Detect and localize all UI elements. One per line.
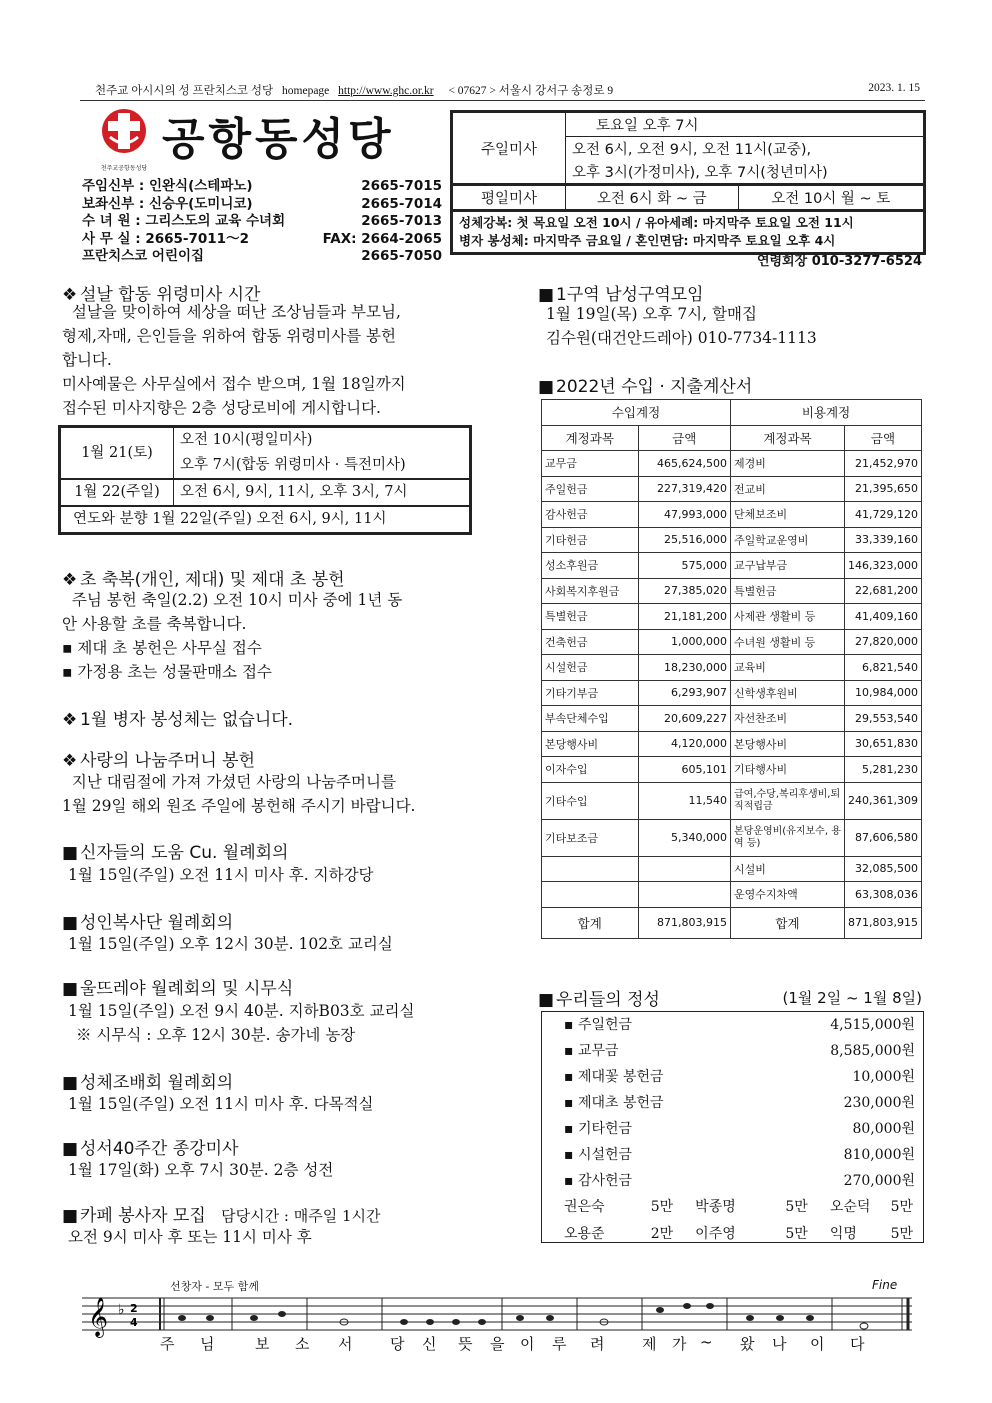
diamond-bullet-icon: ❖ <box>62 751 78 771</box>
income-item: 교무금 <box>542 451 639 477</box>
body-line: 미사예물은 사무실에서 접수 받으며, 1월 18일까지 <box>62 375 406 393</box>
expense-item: 단체보조비 <box>731 502 845 528</box>
section-heading <box>538 372 752 397</box>
body-line: 설날을 맞이하여 세상을 떠난 조상님들과 부모님, <box>62 303 401 321</box>
lyric-syllable: 서 <box>338 1335 353 1353</box>
lyric-syllable: ~ <box>700 1333 713 1351</box>
expense-amount: 22,681,200 <box>845 578 922 604</box>
section-body <box>62 588 472 684</box>
sunday-mass-label: 주일미사 <box>453 113 566 184</box>
total-label: 합계 <box>731 907 845 938</box>
section-body <box>68 932 393 956</box>
sacrament-note: 성체강복: 첫 목요일 오전 10시 / 유아세례: 마지막주 토요일 오전 11시 <box>459 215 854 230</box>
body-line: 1월 15일(주일) 오전 11시 미사 후. 지하강당 <box>68 866 374 884</box>
expense-item: 교육비 <box>731 655 845 681</box>
offering-row <box>542 1168 923 1194</box>
donor-amount: 5만 <box>785 1199 808 1215</box>
income-amount: 18,230,000 <box>638 655 731 681</box>
expense-item: 신학생후원비 <box>731 680 845 706</box>
section-heading <box>62 908 233 933</box>
income-item: 기타기부금 <box>542 680 639 706</box>
donor-amount: 5만 <box>650 1199 674 1215</box>
expense-item: 전교비 <box>731 476 845 502</box>
income-item: 부속단체수입 <box>542 706 639 732</box>
offering-amount: 810,000원 <box>843 1147 915 1163</box>
square-bullet-icon: ■ <box>538 990 555 1010</box>
expense-header: 비용계정 <box>731 400 922 426</box>
fin-row <box>542 819 922 856</box>
fin-row <box>542 757 922 783</box>
offering-amount: 80,000원 <box>852 1121 915 1137</box>
body-line: 안 사용할 초를 축복합니다. <box>62 615 247 633</box>
fin-row <box>542 604 922 630</box>
offering-row <box>542 1038 923 1064</box>
sched-time: 오전 6시, 9시, 11시, 오후 3시, 7시 <box>174 479 470 506</box>
memorial-mass-schedule <box>58 425 472 535</box>
staff-role: 보좌신부 : 신승우(도미니코) <box>82 195 253 212</box>
parish-logo <box>98 107 150 172</box>
music-fine-mark: Fine <box>872 1278 898 1292</box>
section-title: 2022년 수입 · 지출계산서 <box>556 377 753 397</box>
expense-amount: 10,984,000 <box>845 680 922 706</box>
income-amount: 6,293,907 <box>638 680 731 706</box>
page-title: 공항동성당 <box>162 114 395 165</box>
income-item: 본당행사비 <box>542 731 639 757</box>
svg-text:2: 2 <box>130 1302 138 1315</box>
expense-amount: 29,553,540 <box>845 706 922 732</box>
offering-label: ▪ 주일헌금 <box>564 1017 633 1033</box>
staff-role: 수 녀 원 : 그리스도의 교육 수녀회 <box>82 213 286 229</box>
body-line: 지난 대림절에 가져 가셨던 사랑의 나눔주머니를 <box>62 773 396 791</box>
income-item: 사회복지후원금 <box>542 578 639 604</box>
header-divider <box>80 100 925 101</box>
expense-amount: 33,339,160 <box>845 527 922 553</box>
section-body <box>68 1225 312 1249</box>
fin-row <box>542 527 922 553</box>
staff-list <box>82 178 442 266</box>
expense-item: 본당운영비(유지보수, 용역 등) <box>731 819 845 856</box>
section-title: 신자들의 도움 Cu. 월례회의 <box>80 843 289 863</box>
offering-amount: 8,585,000원 <box>830 1043 915 1059</box>
fin-row <box>542 629 922 655</box>
body-line: 1월 19일(목) 오후 7시, 할매집 <box>546 305 757 323</box>
expense-amount: 41,729,120 <box>845 502 922 528</box>
staff-role: 프란치스코 어린이집 <box>82 248 205 264</box>
section-title: 성체조배회 월례회의 <box>80 1073 234 1093</box>
section-title: 설날 합동 위령미사 시간 <box>80 285 261 305</box>
expense-amount: 41,409,160 <box>845 604 922 630</box>
col-item-header: 계정과목 <box>542 425 639 451</box>
donor-amount: 5만 <box>890 1226 913 1242</box>
expense-amount: 146,323,000 <box>845 553 922 579</box>
offering-label: ▪ 감사헌금 <box>564 1173 633 1189</box>
section-title: 성인복사단 월례회의 <box>80 913 234 933</box>
col-amount-header: 금액 <box>845 425 922 451</box>
offering-row <box>542 1012 923 1038</box>
offering-label: ▪ 제대초 봉헌금 <box>564 1095 664 1111</box>
body-line: 오전 9시 미사 후 또는 11시 미사 후 <box>68 1228 312 1246</box>
expense-amount: 240,361,309 <box>845 782 922 819</box>
section-title: 성서40주간 종강미사 <box>80 1139 239 1159</box>
body-line: ▪ 가정용 초는 성물판매소 접수 <box>62 663 272 681</box>
body-line: 1월 15일(주일) 오후 12시 30분. 102호 교리실 <box>68 935 393 953</box>
body-line: 1월 15일(주일) 오전 11시 미사 후. 다목적실 <box>68 1095 374 1113</box>
offering-label: ▪ 시설헌금 <box>564 1147 633 1163</box>
donor-name: 오순덕 <box>829 1199 871 1215</box>
square-bullet-icon: ■ <box>62 843 79 863</box>
expense-amount: 32,085,500 <box>845 856 922 882</box>
income-item: 특별헌금 <box>542 604 639 630</box>
body-line: 1월 15일(주일) 오전 9시 40분. 지하B03호 교리실 <box>68 1002 415 1020</box>
logo-caption: 천주교공항동성당 <box>100 165 148 172</box>
financial-statement-table <box>541 399 922 939</box>
staff-row <box>82 231 442 249</box>
income-item: 이자수입 <box>542 757 639 783</box>
donor-name: 익명 <box>829 1226 857 1242</box>
section-body <box>62 770 472 818</box>
lyric-syllable: 나 <box>772 1335 787 1353</box>
fin-row <box>542 680 922 706</box>
square-bullet-icon: ■ <box>62 1139 79 1159</box>
offering-amount: 10,000원 <box>852 1069 915 1085</box>
expense-item: 자선찬조비 <box>731 706 845 732</box>
fin-row <box>542 476 922 502</box>
sunday-mass-line: 토요일 오후 7시 <box>566 113 924 137</box>
income-item <box>542 856 639 882</box>
expense-amount: 87,606,580 <box>845 819 922 856</box>
offering-amount: 270,000원 <box>843 1173 915 1189</box>
square-bullet-icon: ■ <box>538 377 555 397</box>
income-amount <box>638 882 731 908</box>
weekday-mass-b: 오전 10시 월 ~ 토 <box>738 185 923 210</box>
fin-row <box>542 782 922 819</box>
section-title: 우리들의 정성 <box>556 990 660 1010</box>
fin-row <box>542 882 922 908</box>
expense-amount: 21,395,650 <box>845 476 922 502</box>
fin-row <box>542 451 922 477</box>
donor-row <box>542 1221 923 1248</box>
diamond-bullet-icon: ❖ <box>62 570 78 590</box>
income-amount: 21,181,200 <box>638 604 731 630</box>
lyric-syllable: 당 <box>390 1335 405 1353</box>
sacrament-notes <box>453 211 924 253</box>
sunday-mass-line: 오후 3시(가정미사), 오후 7시(청년미사) <box>566 160 924 184</box>
section-heading <box>62 974 293 999</box>
sched-ancestral-rite: 연도와 분향 1월 22일(주일) 오전 6시, 9시, 11시 <box>61 506 470 533</box>
income-amount: 25,516,000 <box>638 527 731 553</box>
staff-role: 사 무 실 : 2665-7011～2 <box>82 230 249 247</box>
body-line: 주님 봉헌 축일(2.2) 오전 10시 미사 중에 1년 동 <box>62 591 403 609</box>
expense-item: 급여,수당,복리후생비,퇴직적립금 <box>731 782 845 819</box>
mass-times-box <box>450 110 926 255</box>
lyric-syllable: 왔 <box>740 1335 755 1353</box>
square-bullet-icon: ■ <box>62 913 79 933</box>
body-line: ▪ 제대 초 봉헌은 사무실 접수 <box>62 639 262 657</box>
lyric-syllable: 다 <box>850 1335 865 1353</box>
lyric-syllable: 이 <box>810 1335 825 1353</box>
income-item: 기타보조금 <box>542 819 639 856</box>
total-expense: 871,803,915 <box>845 907 922 938</box>
expense-item: 시설비 <box>731 856 845 882</box>
sunday-mass-line: 오전 6시, 오전 9시, 오전 11시(교중), <box>566 137 924 161</box>
square-bullet-icon: ■ <box>62 1073 79 1093</box>
staff-phone: 2665-7050 <box>361 248 442 264</box>
staff-phone: 2665-7015 <box>361 178 442 194</box>
donor-amount: 5만 <box>785 1226 808 1242</box>
bulletin-date: 2023. 1. 15 <box>868 82 920 94</box>
expense-amount: 27,820,000 <box>845 629 922 655</box>
income-amount: 20,609,227 <box>638 706 731 732</box>
section-title: 사랑의 나눔주머니 봉헌 <box>80 751 256 771</box>
fin-row <box>542 856 922 882</box>
fin-row <box>542 578 922 604</box>
section-heading <box>62 565 345 590</box>
lyric-syllable: 보 <box>255 1335 270 1353</box>
sched-date: 1월 22(주일) <box>61 479 174 506</box>
offering-row <box>542 1090 923 1116</box>
section-body <box>546 302 817 350</box>
section-title: 1월 병자 봉성체는 없습니다. <box>80 710 294 730</box>
body-line: 형제,자매, 은인들을 위하여 합동 위령미사를 봉헌 <box>62 327 396 345</box>
income-amount: 27,385,020 <box>638 578 731 604</box>
expense-item: 제경비 <box>731 451 845 477</box>
offering-row <box>542 1142 923 1168</box>
staff-row <box>82 178 442 196</box>
square-bullet-icon: ■ <box>62 1206 79 1226</box>
fin-row <box>542 655 922 681</box>
body-line: 접수된 미사지향은 2층 성당로비에 게시합니다. <box>62 399 381 417</box>
offering-amount: 4,515,000원 <box>830 1017 915 1033</box>
income-amount: 1,000,000 <box>638 629 731 655</box>
fin-row <box>542 553 922 579</box>
section-title: 초 축복(개인, 제대) 및 제대 초 봉헌 <box>80 570 345 590</box>
lyric-syllable: 소 <box>295 1335 310 1353</box>
expense-item: 수녀원 생활비 등 <box>731 629 845 655</box>
section-body <box>68 1092 374 1116</box>
section-heading <box>62 1134 238 1159</box>
expense-amount: 30,651,830 <box>845 731 922 757</box>
offerings-box <box>541 1011 924 1243</box>
expense-amount: 21,452,970 <box>845 451 922 477</box>
header-info-line <box>95 82 613 98</box>
income-item: 시설헌금 <box>542 655 639 681</box>
parish-line: 천주교 아시시의 성 프란치스코 성당 <box>95 85 274 97</box>
expense-amount: 6,821,540 <box>845 655 922 681</box>
body-line: 김수원(대건안드레아) 010-7734-1113 <box>546 329 817 347</box>
lyric-syllable: 신 <box>422 1335 437 1353</box>
offering-label: ▪ 교무금 <box>564 1043 619 1059</box>
expense-item: 기타행사비 <box>731 757 845 783</box>
offering-row <box>542 1116 923 1142</box>
donor-name: 권은숙 <box>564 1199 605 1215</box>
income-item: 건축헌금 <box>542 629 639 655</box>
section-heading <box>62 838 288 863</box>
svg-text:4: 4 <box>130 1316 138 1329</box>
income-amount: 47,993,000 <box>638 502 731 528</box>
section-heading <box>62 1201 380 1226</box>
lyric-syllable: 려 <box>590 1335 605 1353</box>
homepage-label: homepage <box>282 85 330 97</box>
lyric-syllable: 뜻 <box>458 1335 473 1353</box>
lyric-syllable: 가 <box>672 1335 687 1353</box>
income-item: 감사헌금 <box>542 502 639 528</box>
diamond-bullet-icon: ❖ <box>62 285 78 305</box>
income-header: 수입계정 <box>542 400 731 426</box>
music-leader-note: 선창자 - 모두 함께 <box>170 1280 259 1293</box>
section-title: 카페 봉사자 모집 <box>80 1206 206 1226</box>
col-item-header: 계정과목 <box>731 425 845 451</box>
expense-item: 사제관 생활비 등 <box>731 604 845 630</box>
sched-date: 1월 21(토) <box>61 428 174 480</box>
sacrament-note: 병자 봉성체: 마지막주 금요일 / 혼인면담: 마지막주 토요일 오후 4시 <box>459 233 836 248</box>
svg-text:𝄞: 𝄞 <box>88 1297 109 1337</box>
income-amount: 5,340,000 <box>638 819 731 856</box>
weekday-mass-a: 오전 6시 화 ~ 금 <box>566 185 739 210</box>
lyric-syllable: 이 <box>520 1335 535 1353</box>
body-line: ※ 시무식 : 오후 12시 30분. 송가네 농장 <box>76 1026 356 1044</box>
donor-amount: 2만 <box>650 1226 674 1242</box>
income-amount: 605,101 <box>638 757 731 783</box>
staff-row <box>82 248 442 266</box>
lyric-syllable: 을 <box>490 1335 505 1353</box>
svg-text:♭: ♭ <box>118 1302 125 1318</box>
total-income: 871,803,915 <box>638 907 731 938</box>
sched-time: 오후 7시(합동 위령미사 · 특전미사) <box>174 453 470 479</box>
square-bullet-icon: ■ <box>538 285 555 305</box>
offering-period: (1월 2일 ~ 1월 8일) <box>782 989 922 1007</box>
offering-label: ▪ 제대꽃 봉헌금 <box>564 1069 664 1085</box>
body-line: 합니다. <box>62 351 112 369</box>
expense-item: 교구납부금 <box>731 553 845 579</box>
staff-phone: 2665-7013 <box>361 213 442 229</box>
section-body <box>68 1158 333 1182</box>
weekday-mass-label: 평일미사 <box>453 185 566 210</box>
col-amount-header: 금액 <box>638 425 731 451</box>
square-bullet-icon: ■ <box>62 979 79 999</box>
income-amount <box>638 856 731 882</box>
address: < 07627 > 서울시 강서구 송정로 9 <box>448 85 614 97</box>
offering-amount: 230,000원 <box>843 1095 915 1111</box>
income-item: 기타헌금 <box>542 527 639 553</box>
expense-amount: 63,308,036 <box>845 882 922 908</box>
income-amount: 227,319,420 <box>638 476 731 502</box>
donor-amount: 5만 <box>890 1199 913 1215</box>
donor-name: 이주영 <box>695 1226 736 1242</box>
section-subtitle: 담당시간 : 매주일 1시간 <box>221 1207 381 1225</box>
section-heading <box>62 1068 233 1093</box>
fin-row <box>542 502 922 528</box>
expense-amount: 5,281,230 <box>845 757 922 783</box>
lyric-syllable: 루 <box>552 1335 567 1353</box>
section-heading <box>62 705 293 730</box>
diamond-bullet-icon: ❖ <box>62 710 78 730</box>
section-body <box>68 999 415 1047</box>
section-heading <box>538 985 660 1010</box>
section-title: 1구역 남성구역모임 <box>556 285 704 305</box>
staff-row <box>82 196 442 214</box>
staff-phone: FAX: 2664-2065 <box>322 230 442 247</box>
lyric-syllable: 님 <box>200 1335 215 1353</box>
expense-item: 특별헌금 <box>731 578 845 604</box>
lyric-syllable: 제 <box>642 1335 657 1353</box>
section-body <box>68 863 374 887</box>
expense-item: 운영수지차액 <box>731 882 845 908</box>
offering-label: ▪ 기타헌금 <box>564 1121 633 1137</box>
section-title: 울뜨레야 월례회의 및 시무식 <box>80 979 294 999</box>
section-heading <box>62 746 255 771</box>
offering-row <box>542 1064 923 1090</box>
body-line: 1월 17일(화) 오후 7시 30분. 2층 성전 <box>68 1161 334 1179</box>
expense-item: 본당행사비 <box>731 731 845 757</box>
income-amount: 575,000 <box>638 553 731 579</box>
donor-row <box>542 1194 923 1221</box>
income-amount: 4,120,000 <box>638 731 731 757</box>
income-amount: 465,624,500 <box>638 451 731 477</box>
homepage-url[interactable]: http://www.ghc.or.kr <box>338 85 434 97</box>
income-amount: 11,540 <box>638 782 731 819</box>
expense-item: 주일학교운영비 <box>731 527 845 553</box>
sched-time: 오전 10시(평일미사) <box>174 428 470 454</box>
income-item <box>542 882 639 908</box>
income-item: 기타수입 <box>542 782 639 819</box>
body-line: 1월 29일 해외 원조 주일에 봉헌해 주시기 바랍니다. <box>62 797 416 815</box>
council-contact: 연령회장 010-3277-6524 <box>756 254 922 269</box>
donor-name: 오용준 <box>564 1226 605 1242</box>
fin-row <box>542 706 922 732</box>
section-body <box>62 300 472 420</box>
income-item: 주일헌금 <box>542 476 639 502</box>
fin-row <box>542 731 922 757</box>
donor-name: 박종명 <box>695 1199 736 1215</box>
staff-role: 주임신부 : 인완식(스테파노) <box>82 178 253 194</box>
lyric-syllable: 주 <box>160 1335 175 1353</box>
staff-row <box>82 213 442 231</box>
income-item: 성소후원금 <box>542 553 639 579</box>
staff-phone: 2665-7014 <box>361 195 442 212</box>
total-label: 합계 <box>542 907 639 938</box>
